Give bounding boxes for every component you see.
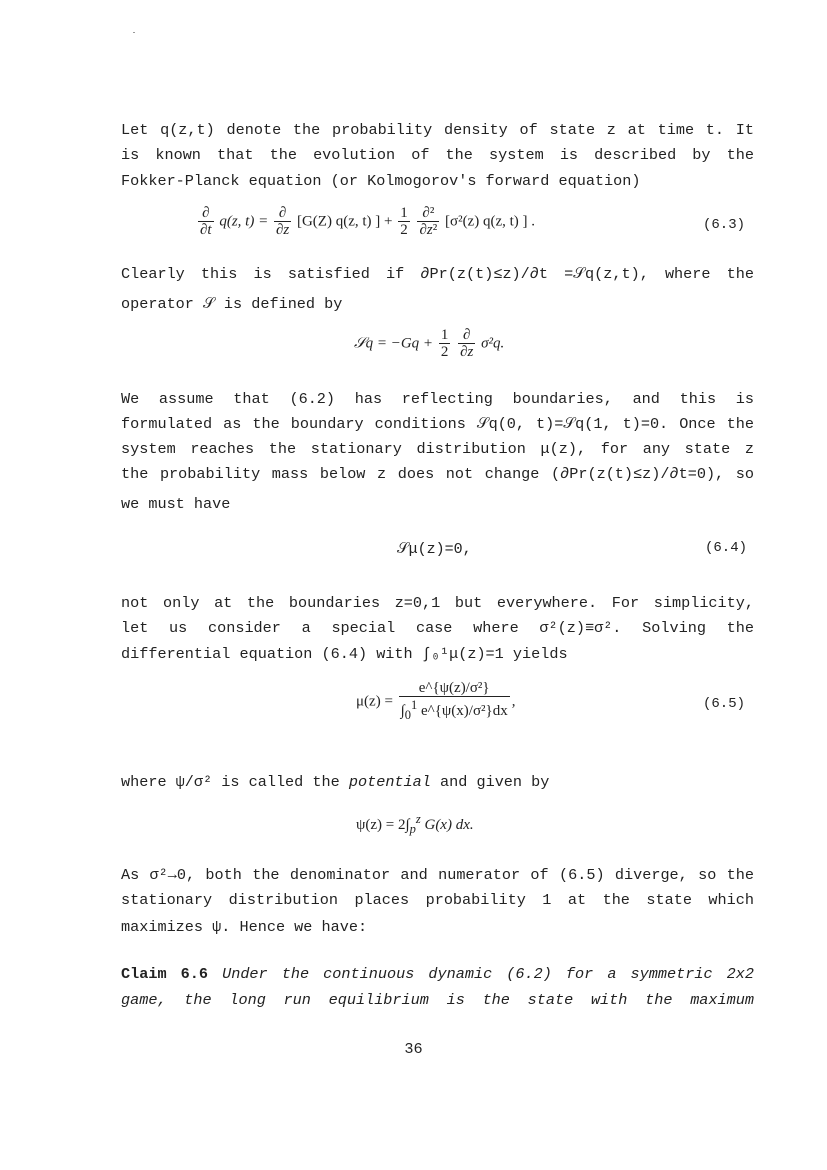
eq63-lhs: q(z, t) = [219,213,269,230]
claim-line1 [121,965,754,983]
eq64-number: (6.4) [705,540,748,556]
claim-line2: game, the long run equilibrium is the state with the maximum [121,991,754,1009]
psi-lhs: ψ(z) = 2∫ [356,817,410,833]
para4-line1: not only at the boundaries z=0,1 but everywhere. For simplicity, [121,594,754,612]
para5-pre: where ψ/σ² is called the [121,773,349,791]
scan-speck [133,32,135,33]
psi-tail: G(x) dx. [424,817,474,833]
operator-equation [354,328,504,360]
para4-line3: differential equation (6.4) with ∫₀¹μ(z)=1 yields [121,645,568,663]
frac-d-dz-2: $\frac{\partial}{\partial z}$ [460,327,474,360]
para3-line1: We assume that (6.2) has reflecting boundaries, and this is [121,390,754,408]
operator-tail: σ²q. [481,335,505,352]
eq65-numerator: e^{ψ(z)/σ²} [399,681,510,697]
eq63-term1: [G(Z) q(z, t) ] + [296,213,393,230]
para5-emphasis: potential [348,773,431,791]
para1-line2: is known that the evolution of the system is described by the [121,146,754,164]
frac-half-2: $\frac{1}{2}$ [440,327,449,360]
para2-line1: Clearly this is satisfied if ∂Pr(z(t)≤z)/∂t =𝒮q(z,t), where the [121,265,754,283]
equation-6-5: μ(z) = $\frac{\text{e\textasciicircum{}\{ψ(z)/σ²\}}}{\int_0^1 e\^{}\{\psi(x)/\sigma^2\}dx}$ , [356,680,516,722]
para3-line3: system reaches the stationary distribution μ(z), for any state z [121,440,754,458]
equation-6-3 [196,206,535,238]
para6-line1: As σ²→0, both the denominator and numerator of (6.5) diverge, so the [121,866,754,884]
claim-text-1: Under the continuous dynamic (6.2) for a symmetric 2x2 [222,965,754,983]
para5-line1 [121,773,754,791]
eq65-denominator: $\int_0^1$ e^{ψ(x)/σ²}dx [400,698,508,722]
para1-line3: Fokker-Planck equation (or Kolmogorov's forward equation) [121,172,641,190]
eq63-number: (6.3) [703,217,746,233]
para1-line1: Let q(z,t) denote the probability density of state z at time t. It [121,121,754,139]
psi-equation: $\psi(z) = 2\int_p^z$ G(x) dx. [356,812,474,836]
para3-line2: formulated as the boundary conditions 𝒮q(0, t)=𝒮q(1, t)=0. Once the [121,415,754,433]
frac-half: $\frac{1}{2}$ [400,205,408,238]
para4-line2: let us consider a special case where σ²(z)≡σ². Solving the [121,619,754,637]
para5-post: and given by [430,773,550,791]
para6-line2: stationary distribution places probability 1 at the state which [121,891,754,909]
eq65-number: (6.5) [703,696,746,712]
eq65-fraction [399,681,510,723]
page-number: 36 [404,1040,423,1058]
equation-6-4: 𝒮μ(z)=0, [397,541,472,558]
claim-label: Claim 6.6 [121,965,208,983]
para3-line5: we must have [121,495,231,513]
operator-lhs: 𝒮q = −Gq + [354,335,434,352]
para6-line3: maximizes ψ. Hence we have: [121,918,368,936]
frac-d2-dz2: $\frac{\text{∂²}}{\text{∂z²}}$ [419,205,438,238]
para3-line4: the probability mass below z does not change (∂Pr(z(t)≤z)/∂t=0), so [121,465,754,483]
frac-d-dz: $\frac{\partial}{\partial z}$ [275,205,290,238]
eq65-lhs: μ(z) = [356,693,393,710]
eq65-den-text: e^{ψ(x)/σ²}dx [421,703,508,719]
eq63-term2: [σ²(z) q(z, t) ] . [444,213,536,230]
para2-line2: operator 𝒮 is defined by [121,295,343,313]
frac-d-dt: $\frac{\partial}{\partial t}$ [200,205,212,238]
